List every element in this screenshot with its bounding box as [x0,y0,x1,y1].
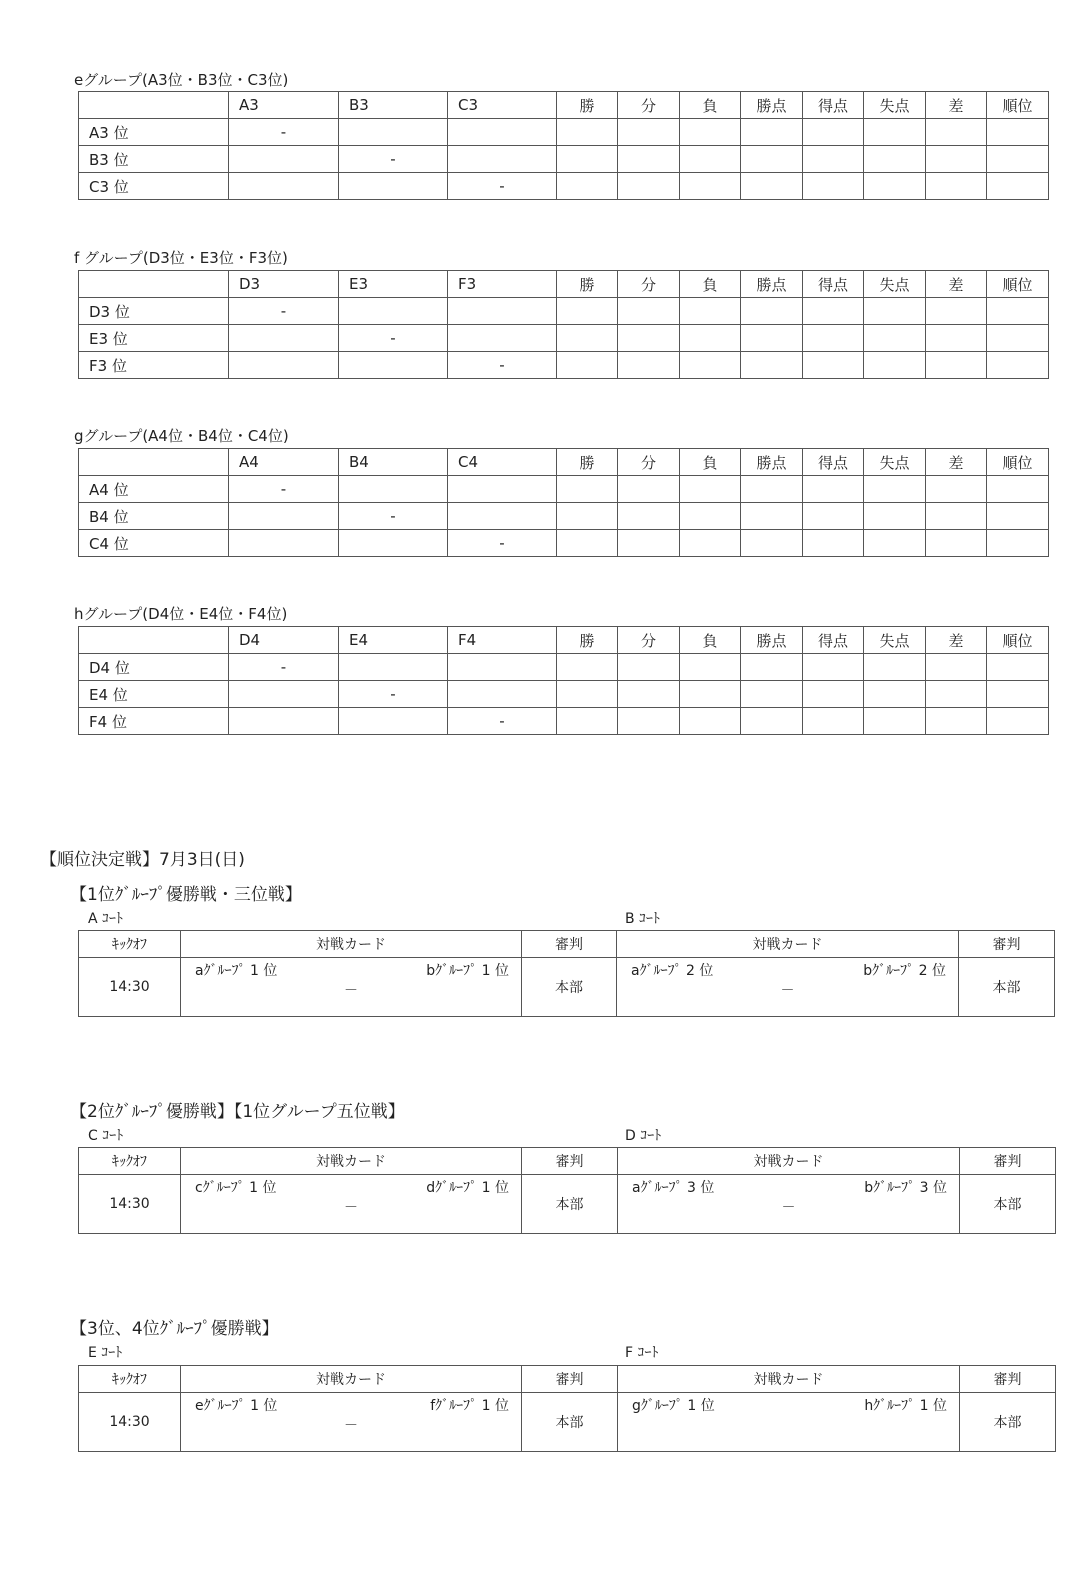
stat-cell [557,654,618,681]
opponent-header: B3 [339,92,448,119]
stat-cell [926,503,987,530]
result-cell [229,681,339,708]
stat-header-goals-against: 失点 [864,92,926,119]
result-cell [339,530,448,557]
stat-cell [926,681,987,708]
table-row [79,654,1049,681]
row-label: D3 位 [79,298,229,325]
versus-dash: － [344,1418,358,1434]
table-row [79,119,1049,146]
match-header-row [79,1366,1056,1393]
stat-header-wins: 勝 [557,627,618,654]
stat-cell [618,476,680,503]
stat-cell [803,530,864,557]
stat-cell [557,530,618,557]
opponent-header: C3 [448,92,557,119]
court-e-label: E ｺｰﾄ [88,1345,123,1361]
stat-header-wins: 勝 [557,449,618,476]
corner-cell [79,449,229,476]
group-g-table [78,448,1049,557]
stat-cell [618,654,680,681]
stat-header-points: 勝点 [741,449,803,476]
stat-header-goal-diff: 差 [926,271,987,298]
self-match-dash: - [229,476,339,503]
stat-header-wins: 勝 [557,271,618,298]
stat-cell [680,352,741,379]
stat-cell [803,708,864,735]
stat-cell [680,476,741,503]
stat-header-goals-against: 失点 [864,271,926,298]
stat-cell [864,352,926,379]
stat-cell [803,503,864,530]
stat-header-points: 勝点 [741,92,803,119]
referee-header: 審判 [522,1366,618,1393]
result-cell [339,173,448,200]
table-row [79,325,1049,352]
result-cell [339,352,448,379]
stat-cell [864,708,926,735]
table-header-row [79,627,1049,654]
stat-header-goals-against: 失点 [864,627,926,654]
match-row [79,1393,1056,1452]
opponent-header: C4 [448,449,557,476]
stat-cell [557,503,618,530]
stat-cell [926,119,987,146]
row-label: C4 位 [79,530,229,557]
stat-cell [618,681,680,708]
stat-cell [680,119,741,146]
result-cell [339,119,448,146]
stat-cell [803,325,864,352]
table-row [79,298,1049,325]
stat-cell [803,681,864,708]
stat-header-goal-diff: 差 [926,92,987,119]
stat-cell [803,173,864,200]
table-row [79,708,1049,735]
result-cell [448,119,557,146]
stat-header-draws: 分 [618,627,680,654]
stat-cell [926,530,987,557]
stat-cell [680,708,741,735]
home-team: aｸﾞﾙｰﾌﾟ 1 位 [195,963,278,979]
row-label: A4 位 [79,476,229,503]
stat-header-points: 勝点 [741,627,803,654]
stat-cell [557,476,618,503]
match-card [181,958,522,1017]
card-header: 対戦カード [617,931,959,958]
stat-cell [680,298,741,325]
referee-header: 審判 [522,1148,618,1175]
referee-cell: 本部 [522,958,617,1017]
stat-cell [864,530,926,557]
referee-header: 審判 [960,1148,1056,1175]
stat-cell [741,503,803,530]
stat-cell [864,119,926,146]
stat-cell [864,503,926,530]
stat-cell [926,173,987,200]
corner-cell [79,271,229,298]
result-cell [339,654,448,681]
result-cell [229,708,339,735]
result-cell [229,173,339,200]
stat-cell [741,146,803,173]
stat-header-losses: 負 [680,627,741,654]
stat-cell [741,530,803,557]
away-team: hｸﾞﾙｰﾌﾟ 1 位 [864,1398,947,1414]
away-team: bｸﾞﾙｰﾌﾟ 3 位 [864,1180,947,1196]
match-card [618,1393,960,1452]
stat-header-losses: 負 [680,92,741,119]
stat-cell [618,325,680,352]
opponent-header: E3 [339,271,448,298]
stat-cell [987,325,1049,352]
stat-cell [557,298,618,325]
stat-header-losses: 負 [680,449,741,476]
stat-cell [680,173,741,200]
result-cell [448,476,557,503]
result-cell [229,325,339,352]
stat-cell [741,173,803,200]
row-label: E3 位 [79,325,229,352]
table-row [79,503,1049,530]
table-row [79,352,1049,379]
away-team: dｸﾞﾙｰﾌﾟ 1 位 [426,1180,509,1196]
stat-cell [741,708,803,735]
stat-header-draws: 分 [618,449,680,476]
result-cell [448,298,557,325]
home-team: aｸﾞﾙｰﾌﾟ 3 位 [632,1180,715,1196]
stat-cell [557,352,618,379]
result-cell [339,476,448,503]
finals-title: 【順位決定戦】7月3日(日) [40,850,245,870]
stat-header-goals-against: 失点 [864,449,926,476]
opponent-header: B4 [339,449,448,476]
result-cell [339,708,448,735]
away-team: bｸﾞﾙｰﾌﾟ 2 位 [863,963,946,979]
result-cell [229,352,339,379]
group-g-title: gグループ(A4位・B4位・C4位) [74,427,289,445]
kickoff-header: ｷｯｸｵﾌ [79,931,181,958]
opponent-header: F3 [448,271,557,298]
stat-header-draws: 分 [618,271,680,298]
table-row [79,530,1049,557]
self-match-dash: - [448,708,557,735]
row-label: C3 位 [79,173,229,200]
result-cell [448,681,557,708]
self-match-dash: - [339,681,448,708]
stat-header-points: 勝点 [741,271,803,298]
match-header-row [79,1148,1056,1175]
row-label: B4 位 [79,503,229,530]
table-row [79,173,1049,200]
stat-cell [987,352,1049,379]
stat-cell [987,681,1049,708]
result-cell [448,146,557,173]
row-label: B3 位 [79,146,229,173]
stat-cell [680,325,741,352]
stat-cell [987,530,1049,557]
card-header: 対戦カード [618,1148,960,1175]
stat-cell [680,654,741,681]
match-table-1 [78,930,1055,1017]
away-team: fｸﾞﾙｰﾌﾟ 1 位 [430,1398,509,1414]
stat-header-rank: 順位 [987,449,1049,476]
stat-header-wins: 勝 [557,92,618,119]
referee-header: 審判 [522,931,617,958]
stat-cell [987,654,1049,681]
stat-cell [926,708,987,735]
stat-cell [741,476,803,503]
stat-cell [864,146,926,173]
self-match-dash: - [229,298,339,325]
stat-header-rank: 順位 [987,92,1049,119]
stat-cell [618,298,680,325]
stat-cell [987,173,1049,200]
opponent-header: A3 [229,92,339,119]
stat-cell [557,119,618,146]
stat-cell [557,681,618,708]
stat-header-goals-for: 得点 [803,271,864,298]
stat-header-rank: 順位 [987,627,1049,654]
block-3-title: 【3位、4位ｸﾞﾙｰﾌﾟ優勝戦】 [70,1319,279,1339]
stat-cell [926,298,987,325]
card-header: 対戦カード [181,1366,522,1393]
card-header: 対戦カード [181,931,522,958]
result-cell [229,146,339,173]
group-e-table [78,91,1049,200]
result-cell [339,298,448,325]
stat-cell [618,708,680,735]
match-header-row [79,931,1055,958]
stat-cell [864,173,926,200]
referee-cell: 本部 [960,1175,1056,1234]
match-row [79,1175,1056,1234]
opponent-header: A4 [229,449,339,476]
stat-cell [680,681,741,708]
block-2-title: 【2位ｸﾞﾙｰﾌﾟ優勝戦】【1位グループ五位戦】 [70,1102,405,1122]
stat-cell [987,298,1049,325]
group-e-title: eグループ(A3位・B3位・C3位) [74,71,289,89]
stat-cell [618,146,680,173]
self-match-dash: - [339,325,448,352]
stat-cell [926,476,987,503]
versus-dash: － [780,983,795,999]
corner-cell [79,627,229,654]
stat-cell [987,119,1049,146]
stat-cell [864,298,926,325]
row-label: A3 位 [79,119,229,146]
stat-cell [741,352,803,379]
stat-header-rank: 順位 [987,271,1049,298]
referee-cell: 本部 [522,1393,618,1452]
table-header-row [79,449,1049,476]
stat-cell [864,654,926,681]
group-h-title: hグループ(D4位・E4位・F4位) [74,605,288,623]
result-cell [448,503,557,530]
stat-cell [741,119,803,146]
stat-cell [741,298,803,325]
card-header: 対戦カード [618,1366,960,1393]
stat-header-goal-diff: 差 [926,449,987,476]
stat-cell [926,146,987,173]
self-match-dash: - [339,146,448,173]
away-team: bｸﾞﾙｰﾌﾟ 1 位 [426,963,509,979]
stat-cell [987,708,1049,735]
stat-cell [803,119,864,146]
stat-cell [803,146,864,173]
versus-dash: － [344,1200,358,1216]
home-team: gｸﾞﾙｰﾌﾟ 1 位 [632,1398,715,1414]
stat-cell [557,325,618,352]
court-b-label: B ｺｰﾄ [625,911,661,927]
table-header-row [79,271,1049,298]
result-cell [448,654,557,681]
stat-cell [557,146,618,173]
stat-cell [803,654,864,681]
home-team: aｸﾞﾙｰﾌﾟ 2 位 [631,963,714,979]
match-table-3 [78,1365,1056,1452]
match-card [617,958,959,1017]
kickoff-time: 14:30 [79,958,181,1017]
stat-cell [741,681,803,708]
home-team: eｸﾞﾙｰﾌﾟ 1 位 [195,1398,278,1414]
match-card [618,1175,960,1234]
stat-header-draws: 分 [618,92,680,119]
group-h-table [78,626,1049,735]
court-d-label: D ｺｰﾄ [625,1128,662,1144]
stat-cell [864,681,926,708]
kickoff-header: ｷｯｸｵﾌ [79,1366,181,1393]
stat-cell [618,503,680,530]
table-header-row [79,92,1049,119]
opponent-header: F4 [448,627,557,654]
stat-cell [618,173,680,200]
referee-header: 審判 [959,931,1055,958]
stat-header-goals-for: 得点 [803,92,864,119]
stat-cell [864,325,926,352]
self-match-dash: - [448,352,557,379]
stat-cell [987,476,1049,503]
stat-header-goals-for: 得点 [803,627,864,654]
table-row [79,146,1049,173]
stat-cell [987,503,1049,530]
opponent-header: D4 [229,627,339,654]
stat-cell [926,352,987,379]
result-cell [229,530,339,557]
stat-header-goals-for: 得点 [803,449,864,476]
stat-cell [803,352,864,379]
match-table-2 [78,1147,1056,1234]
stat-cell [618,530,680,557]
court-c-label: C ｺｰﾄ [88,1128,124,1144]
result-cell [448,325,557,352]
stat-cell [864,476,926,503]
table-row [79,681,1049,708]
stat-cell [803,476,864,503]
stat-cell [741,325,803,352]
stat-cell [926,654,987,681]
self-match-dash: - [339,503,448,530]
self-match-dash: - [229,119,339,146]
self-match-dash: - [448,173,557,200]
stat-cell [680,503,741,530]
stat-cell [987,146,1049,173]
stat-header-losses: 負 [680,271,741,298]
result-cell [229,503,339,530]
card-header: 対戦カード [181,1148,522,1175]
stat-cell [741,654,803,681]
referee-cell: 本部 [960,1393,1056,1452]
opponent-header: D3 [229,271,339,298]
court-f-label: F ｺｰﾄ [625,1345,659,1361]
referee-cell: 本部 [959,958,1055,1017]
row-label: F4 位 [79,708,229,735]
versus-dash: － [344,983,358,999]
referee-cell: 本部 [522,1175,618,1234]
court-a-label: A ｺｰﾄ [88,911,124,927]
stat-cell [680,146,741,173]
kickoff-time: 14:30 [79,1175,181,1234]
opponent-header: E4 [339,627,448,654]
stat-cell [618,119,680,146]
stat-cell [680,530,741,557]
group-f-title: f グループ(D3位・E3位・F3位) [74,249,288,267]
match-row [79,958,1055,1017]
table-row [79,476,1049,503]
group-f-table [78,270,1049,379]
row-label: D4 位 [79,654,229,681]
match-card [181,1393,522,1452]
self-match-dash: - [229,654,339,681]
row-label: E4 位 [79,681,229,708]
stat-header-goal-diff: 差 [926,627,987,654]
block-1-title: 【1位ｸﾞﾙｰﾌﾟ優勝戦・三位戦】 [70,885,302,905]
referee-header: 審判 [960,1366,1056,1393]
stat-cell [557,173,618,200]
kickoff-time: 14:30 [79,1393,181,1452]
home-team: cｸﾞﾙｰﾌﾟ 1 位 [195,1180,277,1196]
self-match-dash: - [448,530,557,557]
stat-cell [557,708,618,735]
corner-cell [79,92,229,119]
stat-cell [618,352,680,379]
row-label: F3 位 [79,352,229,379]
versus-dash: － [781,1200,796,1216]
match-card [181,1175,522,1234]
stat-cell [926,325,987,352]
kickoff-header: ｷｯｸｵﾌ [79,1148,181,1175]
stat-cell [803,298,864,325]
